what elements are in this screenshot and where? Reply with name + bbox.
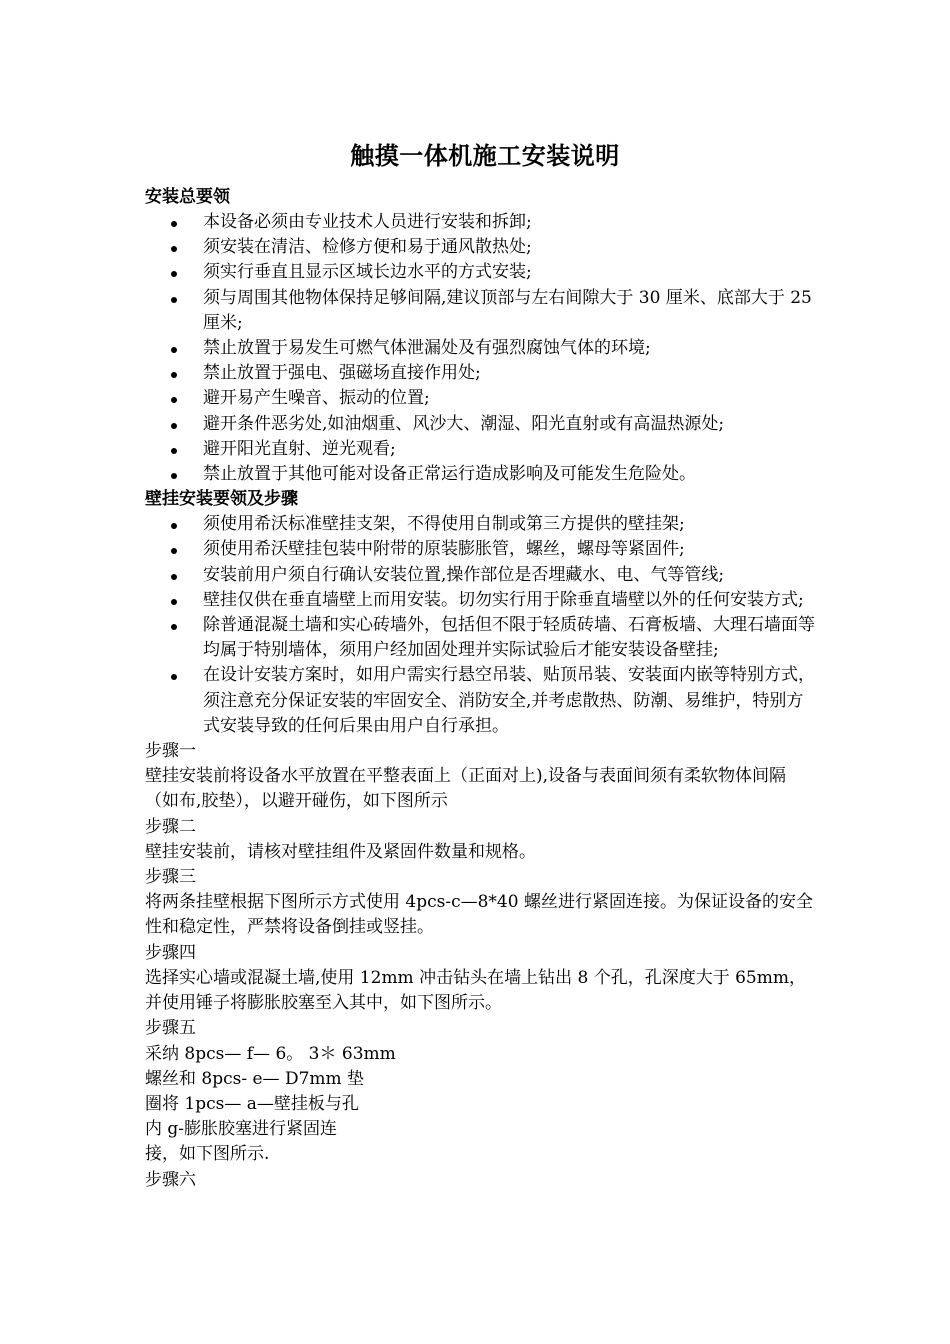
step-text-line: 接，如下图所示. bbox=[145, 1144, 270, 1165]
step-text-line: 圈将 1pcs— a—壁挂板与孔 bbox=[145, 1093, 359, 1114]
bullet-icon bbox=[171, 574, 177, 580]
step-text: 壁挂安装前将设备水平放置在平整表面上（正面对上),设备与表面间须有柔软物体间隔（如布,胶垫），以避开碰伤，如下图所示 bbox=[145, 766, 787, 812]
list-item: 本设备必须由专业技术人员进行安装和拆卸; bbox=[145, 210, 815, 235]
bullet-icon bbox=[171, 674, 177, 680]
step-text-line: 螺丝和 8pcs- e— D7mm 垫 bbox=[145, 1068, 365, 1089]
bullet-icon bbox=[171, 397, 177, 403]
step-label: 步骤一 bbox=[145, 741, 196, 762]
general-requirements-list bbox=[145, 210, 815, 487]
steps-section bbox=[145, 739, 815, 1193]
bullet-icon bbox=[171, 297, 177, 303]
step-label: 步骤六 bbox=[145, 1169, 196, 1190]
list-item: 避开易产生噪音、振动的位置; bbox=[145, 386, 815, 411]
bullet-icon bbox=[171, 448, 177, 454]
step-text: 选择实心墙或混凝土墙,使用 12mm 冲击钻头在墙上钻出 8 个孔，孔深度大于 65mm，并使用锤子将膨胀胶塞至入其中，如下图所示。 bbox=[145, 967, 806, 1014]
bullet-icon bbox=[171, 221, 177, 227]
list-item: 避开阳光直射、逆光观看; bbox=[145, 437, 815, 462]
bullet-icon bbox=[171, 372, 177, 378]
bullet-icon bbox=[171, 347, 177, 353]
list-item: 须使用希沃标准壁挂支架，不得使用自制或第三方提供的壁挂架; bbox=[145, 512, 815, 537]
list-item: 禁止放置于其他可能对设备正常运行造成影响及可能发生危险处。 bbox=[145, 462, 815, 487]
list-item: 须实行垂直且显示区域长边水平的方式安装; bbox=[145, 260, 815, 285]
list-item: 须安装在清洁、检修方便和易于通风散热处; bbox=[145, 235, 815, 260]
list-item: 除普通混凝土墙和实心砖墙外，包括但不限于轻质砖墙、石膏板墙、大理石墙面等均属于特别墙体，须用户经加固处理并实际试验后才能安装设备壁挂; bbox=[145, 613, 815, 663]
list-item: 禁止放置于强电、强磁场直接作用处; bbox=[145, 361, 815, 386]
bullet-icon bbox=[171, 271, 177, 277]
list-item: 安装前用户须自行确认安装位置,操作部位是否埋藏水、电、气等管线; bbox=[145, 563, 815, 588]
document-body bbox=[145, 136, 815, 1193]
section-heading-general: 安装总要领 bbox=[145, 187, 230, 207]
step-label: 步骤四 bbox=[145, 942, 196, 963]
list-item: 在设计安装方案时，如用户需实行悬空吊装、贴顶吊装、安装面内嵌等特别方式，须注意充分保证安装的牢固安全、消防安全,并考虑散热、防潮、易维护，特别方式安装导致的任何后果由用户自行承担。 bbox=[145, 663, 815, 739]
step-label: 步骤二 bbox=[145, 816, 196, 837]
bullet-icon bbox=[171, 473, 177, 479]
step-label: 步骤三 bbox=[145, 867, 196, 888]
list-item: 须与周围其他物体保持足够间隔,建议顶部与左右间隙大于 30 厘米、底部大于 25 厘米; bbox=[145, 286, 815, 336]
step-text: 将两条挂壁根据下图所示方式使用 4pcs-c—8*40 螺丝进行紧固连接。为保证设备的安全性和稳定性，严禁将设备倒挂或竖挂。 bbox=[145, 892, 813, 938]
bullet-icon bbox=[171, 599, 177, 605]
list-item: 壁挂仅供在垂直墙壁上而用安装。切勿实行用于除垂直墙壁以外的任何安装方式; bbox=[145, 588, 815, 613]
bullet-icon bbox=[171, 548, 177, 554]
step-text-line: 内 g-膨胀胶塞进行紧固连 bbox=[145, 1119, 338, 1140]
bullet-icon bbox=[171, 423, 177, 429]
bullet-icon bbox=[171, 523, 177, 529]
list-item: 避开条件恶劣处,如油烟重、风沙大、潮湿、阳光直射或有高温热源处; bbox=[145, 412, 815, 437]
wall-mount-requirements-list bbox=[145, 512, 815, 739]
step-label: 步骤五 bbox=[145, 1018, 196, 1039]
bullet-icon bbox=[171, 624, 177, 630]
step-text: 壁挂安装前，请核对壁挂组件及紧固件数量和规格。 bbox=[145, 841, 536, 862]
bullet-icon bbox=[171, 246, 177, 252]
step-text-line: 采纳 8pcs— f— 6。 3＊ 63mm bbox=[145, 1043, 396, 1064]
page-title: 触摸一体机施工安装说明 bbox=[350, 141, 620, 170]
list-item: 须使用希沃壁挂包装中附带的原装膨胀管，螺丝，螺母等紧固件; bbox=[145, 537, 815, 562]
section-heading-wall-mount: 壁挂安装要领及步骤 bbox=[145, 489, 298, 510]
list-item: 禁止放置于易发生可燃气体泄漏处及有强烈腐蚀气体的环境; bbox=[145, 336, 815, 361]
